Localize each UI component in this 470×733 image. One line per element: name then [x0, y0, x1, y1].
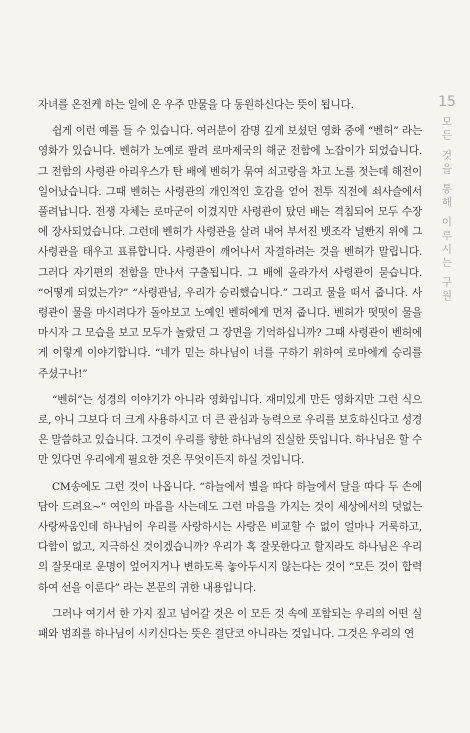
side-header	[432, 94, 462, 307]
paragraph: “벤허”는 성경의 이야기가 아니라 영화입니다. 재미있게 만든 영화지만 그런 식으로, 아니 그보다 더 크게 사용하시고 더 큰 관심과 능력으로 우리를 보호하신다고 성경은 말씀하고 있습니다. 그것이 우리를 향한 하나님의 진실한 뜻입니다. 하나님은 할 수만 있다면 우리에게 필요한 것은 무엇이든지 하실 것입니다.	[38, 393, 422, 467]
paragraph: 그러나 여기서 한 가지 짚고 넘어갈 것은 이 모든 것 속에 포함되는 우리의 어떤 실패와 범죄를 하나님이 시키신다는 뜻은 결단코 아니라는 것입니다. 그것은 우리의 연	[38, 607, 422, 641]
paragraph: CM송에도 그런 것이 나옵니다. “하늘에서 별을 따다 하늘에서 달을 따다 두 손에 담아 드려요~” 여인의 마음을 사는데도 그런 마음을 가지는 것이 세상에서의 덧없는 사랑싸움인데 하나님이 우리를 사랑하시는 사랑은 비교할 수 없이 얼마나 거룩하고, 다함이 없고, 지극하신 것이겠습니까? 우리가 혹 잘못한다고 할지라도 하나님은 우리의 잘못대로 운명이 엎어지거나 변하도록 놓아두시지 않는다는 것이 “모든 것이 합력하여 선을 이룬다” 라는 본문의 귀한 내용입니다.	[38, 480, 422, 594]
page-number: 15	[438, 94, 456, 110]
paragraph: 자녀를 온전케 하는 일에 온 우주 만물을 다 동원하신다는 뜻이 됩니다.	[38, 99, 354, 111]
paragraph: 쉽게 이런 예를 들 수 있습니다. 여러분이 감명 깊게 보셨던 영화 중에 “벤허” 라는 영화가 있습니다. 벤허가 노예로 팔려 로마제국의 해군 전함에 노잡이가 되었습니다. 그 전함의 사령관 아리우스가 탄 배에 벤허가 묶여 쇠고랑을 차고 노를 젓는데 해전이 일어났습니다. 그때 벤허는 사령관의 개인적인 호감을 얻어 전투 직전에 쇠사슬에서 풀려납니다. 전쟁 자체는 로마군이 이겼지만 사령관이 탔던 배는 격침되어 모두 수장에 장사되었습니다. 그런데 벤허가 사령관을 살려 내어 부서진 뱃조각 널빤지 위에 그 사령관을 태우고 표류합니다. 사령관이 깨어나서 자결하려는 것을 벤허가 말립니다. 그러다 자기편의 전함을 만나서 구출됩니다. 그 배에 올라가서 사령관이 묻습니다. “어떻게 되었는가?” “사령관님, 우리가 승리했습니다.” 그리고 물을 떠서 줍니다. 사령관이 물을 마시려다가 돌아보고 노예인 벤허에게 먼저 줍니다. 벤허가 떳떳이 물을 마시자 그 모습을 보고 모두가 놀랐던 그 장면을 기억하십니까? 그때 사령관이 벤허에게 이렇게 이야기합니다. “네가 믿는 하나님이 너를 구하기 위하여 로마에게 승리를 주셨구나!”	[38, 125, 422, 380]
running-title: 모든 것을 통해 이루시는 구원	[440, 116, 453, 304]
body-text	[38, 95, 422, 650]
